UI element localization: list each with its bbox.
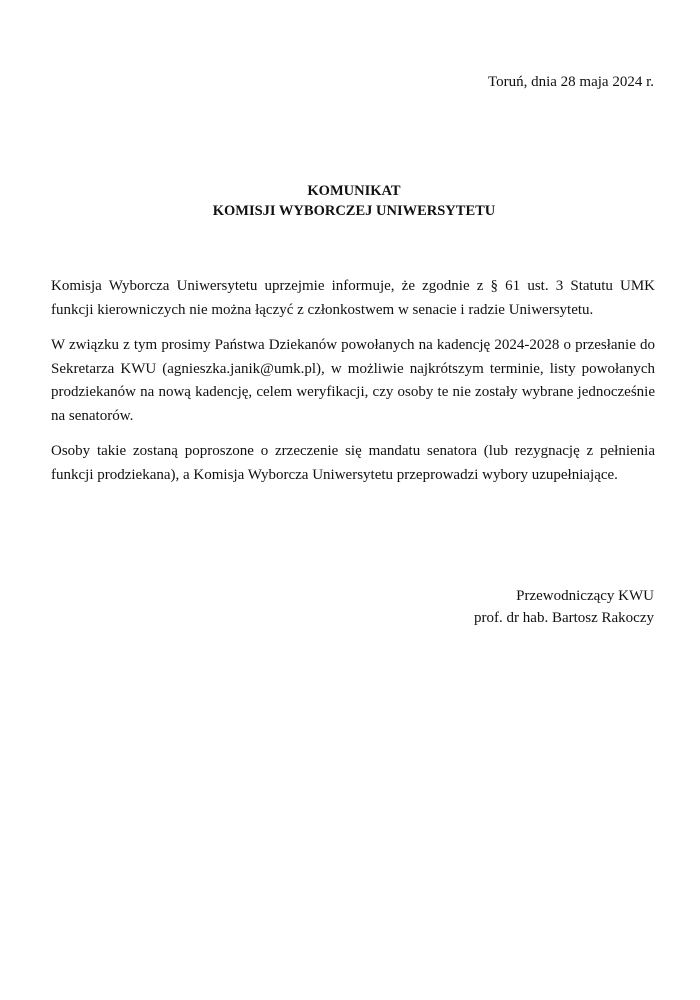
- document-title: [0, 181, 700, 221]
- signature-name: prof. dr hab. Bartosz Rakoczy: [474, 610, 654, 626]
- signature-role: Przewodniczący KWU: [516, 588, 654, 604]
- paragraph: Osoby takie zostaną poproszone o zrzeczenie się mandatu senatora (lub rezygnację z pełnienia funkcji prodziekana), a Komisja Wyborcza Uniwersytetu przeprowadzi wybory uzupełniające.: [51, 443, 655, 483]
- title-line-2: KOMISJI WYBORCZEJ UNIWERSYTETU: [212, 203, 496, 219]
- paragraph: W związku z tym prosimy Państwa Dziekanów powołanych na kadencję 2024-2028 o przesłanie do Sekretarza KWU (agnieszka.janik@umk.pl), w możliwie najkrótszym terminie, listy powołanych prodziekanów na nową kadencję, celem weryfikacji, czy osoby te nie zostały wybrane jednocześnie na senatorów.: [51, 337, 655, 424]
- title-line-1: KOMUNIKAT: [307, 183, 401, 199]
- document-body: [51, 275, 655, 487]
- place-date: Toruń, dnia 28 maja 2024 r.: [487, 74, 654, 90]
- signature-block: [474, 585, 654, 629]
- paragraph: Komisja Wyborcza Uniwersytetu uprzejmie informuje, że zgodnie z § 61 ust. 3 Statutu UMK funkcji kierowniczych nie można łączyć z członkostwem w senacie i radzie Uniwersytetu.: [51, 278, 655, 318]
